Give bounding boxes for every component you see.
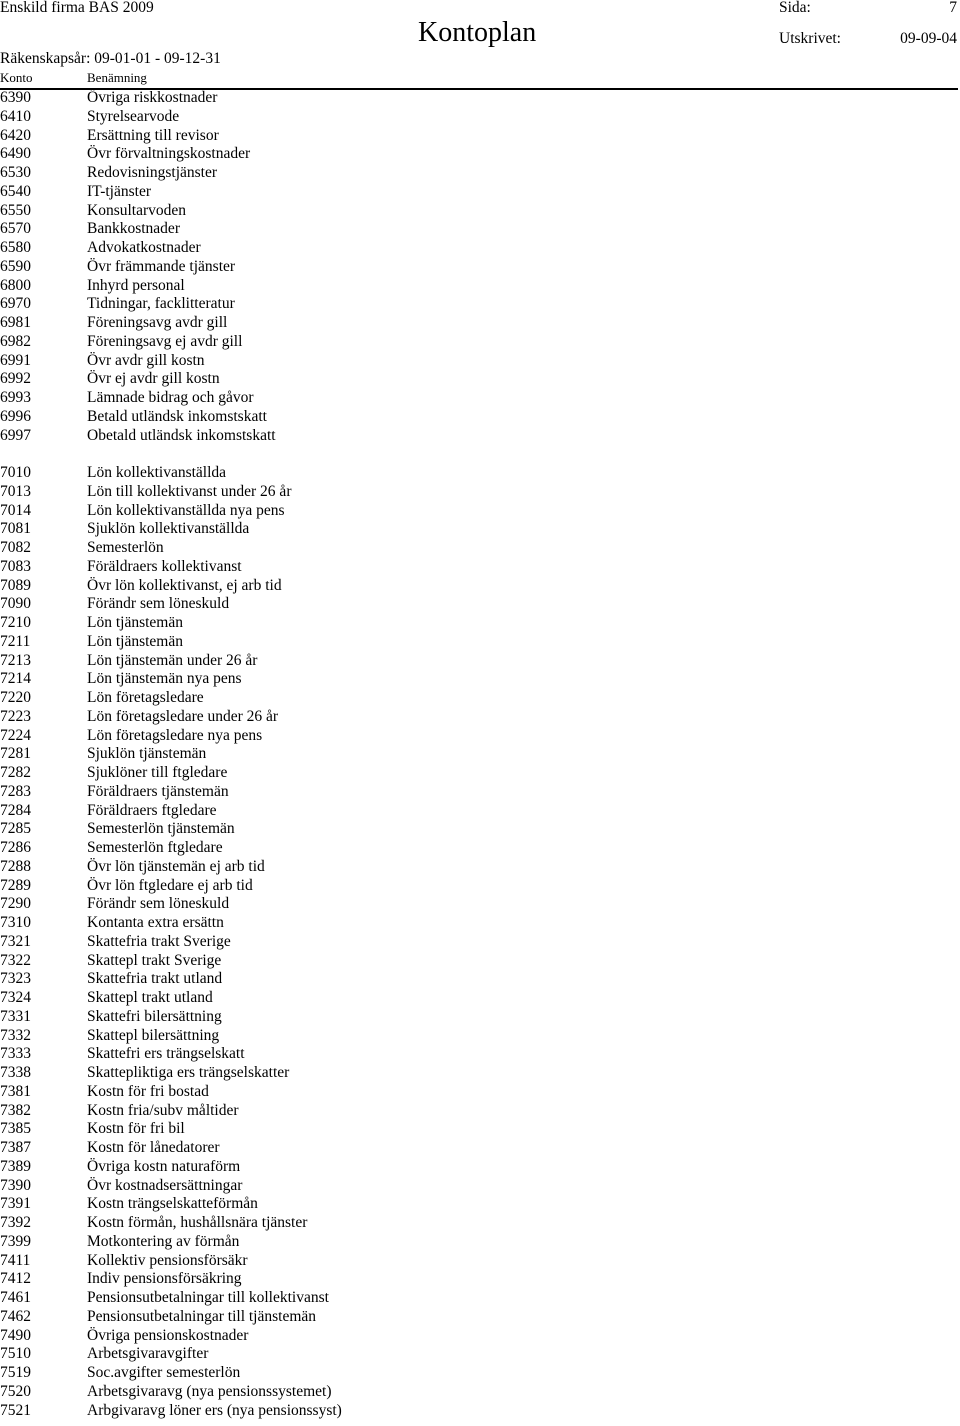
account-row — [0, 295, 960, 314]
account-number: 7520 — [0, 1382, 31, 1400]
account-name: Pensionsutbetalningar till kollektivanst — [87, 1289, 329, 1306]
account-name: Lön tjänstemän — [87, 614, 183, 631]
account-name: Övr lön tjänstemän ej arb tid — [87, 857, 265, 875]
account-row — [0, 1139, 960, 1158]
column-header-konto: Konto — [0, 70, 33, 85]
account-row — [0, 1177, 960, 1196]
account-row — [0, 558, 960, 577]
column-header-benamning: Benämning — [87, 70, 147, 85]
account-name: Övr förvaltningskostnader — [87, 145, 251, 163]
page-label: Sida: — [779, 0, 811, 16]
account-number: 7290 — [0, 895, 31, 913]
account-name: Betald utländsk inkomstskatt — [87, 407, 267, 425]
account-number: 7083 — [0, 557, 31, 575]
account-number: 7284 — [0, 801, 31, 819]
account-name: Kontanta extra ersättn — [87, 914, 224, 931]
account-row — [0, 839, 960, 858]
account-row — [0, 1045, 960, 1064]
account-name: Skattefri ers trängselskatt — [87, 1045, 245, 1063]
account-row — [0, 614, 960, 633]
account-number: 7288 — [0, 857, 31, 875]
account-number: 7013 — [0, 482, 31, 500]
account-number: 7385 — [0, 1120, 31, 1138]
account-number: 7081 — [0, 520, 31, 538]
account-name: Sjuklön kollektivanställda — [87, 520, 250, 538]
account-name: IT-tjänster — [87, 182, 151, 200]
account-name: Ersättning till revisor — [87, 126, 219, 144]
account-name: Indiv pensionsförsäkring — [87, 1270, 242, 1288]
printed-label: Utskrivet: — [779, 30, 841, 47]
account-number: 7214 — [0, 670, 31, 688]
account-row — [0, 408, 960, 427]
account-row — [0, 577, 960, 596]
account-name: Advokatkostnader — [87, 239, 201, 256]
account-name: Övr lön ftgledare ej arb tid — [87, 876, 253, 894]
account-name: Kollektiv pensionsförsäkr — [87, 1251, 248, 1269]
account-row — [0, 1233, 960, 1252]
account-number: 7331 — [0, 1007, 31, 1025]
account-number: 6420 — [0, 126, 31, 144]
account-number: 6996 — [0, 407, 31, 425]
account-row — [0, 220, 960, 239]
account-row — [0, 427, 960, 446]
account-row — [0, 1308, 960, 1327]
account-number: 7281 — [0, 745, 31, 763]
account-name: Skattefri bilersättning — [87, 1007, 222, 1025]
account-row — [0, 802, 960, 821]
account-number: 7289 — [0, 876, 31, 894]
account-row — [0, 520, 960, 539]
account-number: 6982 — [0, 332, 31, 350]
account-name: Arbetsgivaravgifter — [87, 1345, 209, 1363]
account-row — [0, 1064, 960, 1083]
account-name: Föreningsavg avdr gill — [87, 314, 228, 331]
account-number: 7338 — [0, 1064, 31, 1081]
account-name: Skattepliktiga ers trängselskatter — [87, 1064, 290, 1081]
account-row — [0, 970, 960, 989]
account-name: Tidningar, facklitteratur — [87, 295, 235, 313]
account-row — [0, 370, 960, 389]
account-number: 7322 — [0, 951, 31, 969]
account-name: Kostn förmån, hushållsnära tjänster — [87, 1214, 308, 1231]
account-row — [0, 502, 960, 521]
account-number: 7510 — [0, 1345, 31, 1363]
account-row — [0, 108, 960, 127]
account-number: 6800 — [0, 276, 31, 294]
account-row — [0, 1195, 960, 1214]
account-name: Föreningsavg ej avdr gill — [87, 332, 243, 350]
account-number: 6570 — [0, 220, 31, 238]
account-row — [0, 389, 960, 408]
account-number: 6590 — [0, 257, 31, 275]
account-number: 7323 — [0, 970, 31, 988]
account-number: 7211 — [0, 632, 31, 650]
account-name: Konsultarvoden — [87, 201, 187, 219]
account-number: 7283 — [0, 782, 31, 800]
account-number: 7391 — [0, 1195, 31, 1213]
account-name: Lön till kollektivanst under 26 år — [87, 482, 292, 500]
account-name: Lön företagsledare nya pens — [87, 726, 263, 744]
account-row — [0, 202, 960, 221]
account-number: 7090 — [0, 595, 31, 613]
account-number: 6540 — [0, 182, 31, 200]
account-name: Bankkostnader — [87, 220, 180, 238]
account-name: Arbetsgivaravg (nya pensionssystemet) — [87, 1382, 332, 1400]
account-name: Förändr sem löneskuld — [87, 595, 230, 613]
account-row — [0, 1158, 960, 1177]
account-name: Kostn fria/subv måltider — [87, 1101, 239, 1119]
account-number: 7285 — [0, 820, 31, 838]
account-name: Sjuklöner till ftgledare — [87, 764, 228, 781]
account-name: Kostn för fri bostad — [87, 1082, 209, 1100]
account-number: 6550 — [0, 201, 31, 219]
account-name: Arbgivaravg löner ers (nya pensionssyst) — [87, 1401, 342, 1419]
company-name: Enskild firma BAS 2009 — [0, 0, 154, 16]
account-name: Övriga pensionskostnader — [87, 1326, 249, 1344]
account-row — [0, 689, 960, 708]
account-row — [0, 483, 960, 502]
account-name: Föräldraers kollektivanst — [87, 557, 242, 575]
account-number: 7389 — [0, 1157, 31, 1175]
account-row — [0, 764, 960, 783]
account-number: 7392 — [0, 1214, 31, 1231]
account-row — [0, 333, 960, 352]
account-row — [0, 877, 960, 896]
account-row — [0, 1345, 960, 1364]
account-row — [0, 1289, 960, 1308]
account-name: Soc.avgifter semesterlön — [87, 1364, 241, 1381]
report-title: Kontoplan — [418, 17, 537, 48]
account-number: 7310 — [0, 914, 31, 931]
account-number: 7461 — [0, 1289, 31, 1306]
account-row — [0, 952, 960, 971]
account-number: 6490 — [0, 145, 31, 163]
account-number: 7382 — [0, 1101, 31, 1119]
account-row — [0, 933, 960, 952]
account-name: Skattepl trakt Sverige — [87, 951, 222, 969]
account-row — [0, 89, 960, 108]
account-number: 7462 — [0, 1307, 31, 1325]
account-name: Lämnade bidrag och gåvor — [87, 389, 254, 406]
account-number: 6991 — [0, 351, 31, 369]
account-number: 6981 — [0, 314, 31, 331]
page-number: 7 — [949, 0, 957, 16]
account-name: Lön företagsledare under 26 år — [87, 707, 279, 725]
account-row — [0, 670, 960, 689]
account-name: Sjuklön tjänstemän — [87, 745, 207, 763]
account-name: Föräldraers tjänstemän — [87, 782, 229, 800]
account-number: 6997 — [0, 426, 31, 444]
account-name: Skattefria trakt Sverige — [87, 932, 231, 950]
account-number: 7411 — [0, 1251, 31, 1269]
account-number: 7089 — [0, 576, 31, 594]
account-number: 6970 — [0, 295, 31, 313]
account-row — [0, 820, 960, 839]
account-row — [0, 1102, 960, 1121]
account-row — [0, 1383, 960, 1402]
account-row — [0, 352, 960, 371]
account-number: 6390 — [0, 89, 31, 106]
account-row — [0, 1027, 960, 1046]
account-row — [0, 914, 960, 933]
account-number: 7399 — [0, 1232, 31, 1250]
account-number: 6992 — [0, 370, 31, 388]
account-name: Lön tjänstemän nya pens — [87, 670, 242, 688]
fiscal-year: Räkenskapsår: 09-01-01 - 09-12-31 — [0, 50, 221, 67]
account-number: 7321 — [0, 932, 31, 950]
account-number: 7519 — [0, 1364, 31, 1381]
account-row — [0, 314, 960, 333]
account-number: 7390 — [0, 1176, 31, 1194]
account-row — [0, 727, 960, 746]
account-name: Övriga kostn naturaförm — [87, 1157, 241, 1175]
account-number: 7010 — [0, 464, 31, 481]
account-name: Lön tjänstemän under 26 år — [87, 651, 258, 669]
account-row — [0, 464, 960, 483]
account-row — [0, 145, 960, 164]
account-name: Lön företagsledare — [87, 689, 204, 706]
account-row — [0, 1252, 960, 1271]
account-number: 7381 — [0, 1082, 31, 1100]
account-name: Inhyrd personal — [87, 276, 185, 294]
account-number: 6410 — [0, 107, 31, 125]
account-name: Styrelsearvode — [87, 107, 180, 125]
account-number: 7210 — [0, 614, 31, 631]
account-row — [0, 1270, 960, 1289]
account-name: Kostn för lånedatorer — [87, 1139, 220, 1156]
account-name: Pensionsutbetalningar till tjänstemän — [87, 1307, 317, 1325]
account-name: Semesterlön ftgledare — [87, 839, 223, 856]
account-number: 7387 — [0, 1139, 31, 1156]
account-row — [0, 783, 960, 802]
account-name: Förändr sem löneskuld — [87, 895, 230, 913]
account-row — [0, 633, 960, 652]
account-name: Lön kollektivanställda nya pens — [87, 501, 285, 519]
account-name: Övr kostnadsersättningar — [87, 1176, 243, 1194]
account-name: Föräldraers ftgledare — [87, 801, 217, 819]
account-name: Skattepl trakt utland — [87, 989, 213, 1006]
account-row — [0, 745, 960, 764]
account-row — [0, 277, 960, 296]
account-name: Övr främmande tjänster — [87, 257, 236, 275]
account-row — [0, 1402, 960, 1421]
account-row — [0, 127, 960, 146]
account-row — [0, 539, 960, 558]
account-row — [0, 239, 960, 258]
account-name: Övr lön kollektivanst, ej arb tid — [87, 576, 282, 594]
account-number: 7286 — [0, 839, 31, 856]
account-row — [0, 652, 960, 671]
account-row — [0, 1327, 960, 1346]
account-number: 7224 — [0, 726, 31, 744]
account-row — [0, 258, 960, 277]
account-name: Kostn för fri bil — [87, 1120, 185, 1138]
account-number: 7014 — [0, 501, 31, 519]
account-name: Redovisningstjänster — [87, 164, 218, 181]
account-name: Skattepl bilersättning — [87, 1026, 220, 1044]
account-number: 7223 — [0, 707, 31, 725]
account-name: Motkontering av förmån — [87, 1232, 240, 1250]
account-number: 7324 — [0, 989, 31, 1006]
account-number: 7490 — [0, 1326, 31, 1344]
account-row — [0, 989, 960, 1008]
account-name: Övr ej avdr gill kostn — [87, 370, 220, 388]
account-name: Obetald utländsk inkomstskatt — [87, 426, 276, 444]
account-number: 7332 — [0, 1026, 31, 1044]
account-name: Lön tjänstemän — [87, 632, 183, 650]
account-row — [0, 895, 960, 914]
account-name: Semesterlön — [87, 539, 164, 556]
account-name: Övr avdr gill kostn — [87, 351, 205, 369]
account-number: 7282 — [0, 764, 31, 781]
account-row — [0, 1083, 960, 1102]
account-name: Kostn trängselskatteförmån — [87, 1195, 258, 1213]
account-number: 7412 — [0, 1270, 31, 1288]
account-number: 7220 — [0, 689, 31, 706]
account-row — [0, 858, 960, 877]
account-number: 7213 — [0, 651, 31, 669]
printed-date: 09-09-04 — [900, 30, 957, 47]
account-row — [0, 164, 960, 183]
account-number: 7521 — [0, 1401, 31, 1419]
account-number: 6580 — [0, 239, 31, 256]
account-row — [0, 1364, 960, 1383]
account-number: 6530 — [0, 164, 31, 181]
account-row — [0, 595, 960, 614]
account-row — [0, 1008, 960, 1027]
blank-row — [0, 445, 960, 464]
account-list — [0, 89, 960, 1420]
account-name: Skattefria trakt utland — [87, 970, 223, 988]
account-number: 7333 — [0, 1045, 31, 1063]
account-row — [0, 1214, 960, 1233]
account-name: Lön kollektivanställda — [87, 464, 227, 481]
account-row — [0, 708, 960, 727]
account-number: 7082 — [0, 539, 31, 556]
account-number: 6993 — [0, 389, 31, 406]
account-name: Övriga riskkostnader — [87, 89, 218, 106]
account-name: Semesterlön tjänstemän — [87, 820, 235, 838]
account-row — [0, 1120, 960, 1139]
account-row — [0, 183, 960, 202]
